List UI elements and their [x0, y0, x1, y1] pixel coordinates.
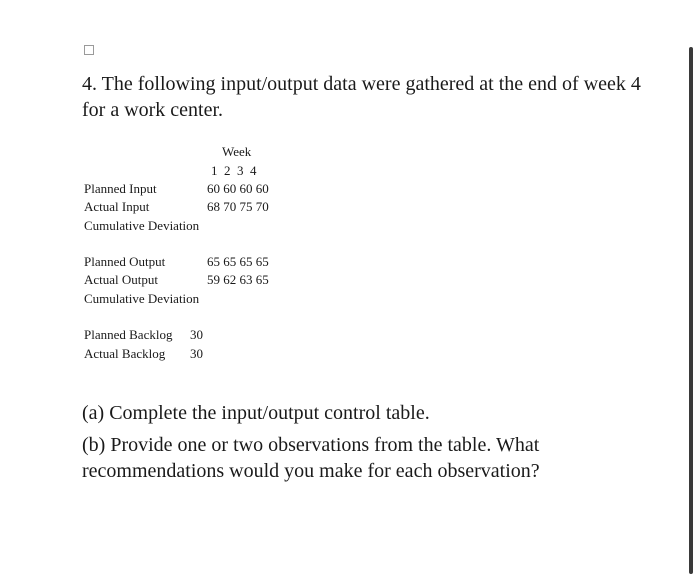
planned-backlog-value: 30 [190, 327, 203, 342]
checkbox[interactable] [84, 45, 94, 55]
actual-output-values: 59 62 63 65 [207, 272, 269, 287]
actual-output-label: Actual Output [84, 272, 159, 287]
cumulative-deviation-output-label: Cumulative Deviation [84, 291, 200, 306]
actual-input-label: Actual Input [84, 199, 150, 214]
part-b-text: (b) Provide one or two observations from the table. What recommendations would you make for each observation? [82, 434, 540, 482]
planned-backlog-label: Planned Backlog [84, 327, 173, 342]
actual-backlog-value: 30 [190, 346, 203, 361]
actual-backlog-label: Actual Backlog [84, 346, 166, 361]
part-a-text: (a) Complete the input/output control table. [82, 402, 430, 424]
week-header: Week [222, 144, 252, 159]
week-numbers: 1 2 3 4 [211, 163, 257, 178]
planned-input-values: 60 60 60 60 [207, 181, 269, 196]
planned-output-values: 65 65 65 65 [207, 254, 269, 269]
scrollbar[interactable] [689, 47, 693, 574]
planned-input-label: Planned Input [84, 181, 157, 196]
question-text: 4. The following input/output data were gathered at the end of week 4 for a work center. [82, 73, 641, 121]
cumulative-deviation-input-label: Cumulative Deviation [84, 218, 200, 233]
actual-input-values: 68 70 75 70 [207, 199, 269, 214]
planned-output-label: Planned Output [84, 254, 166, 269]
